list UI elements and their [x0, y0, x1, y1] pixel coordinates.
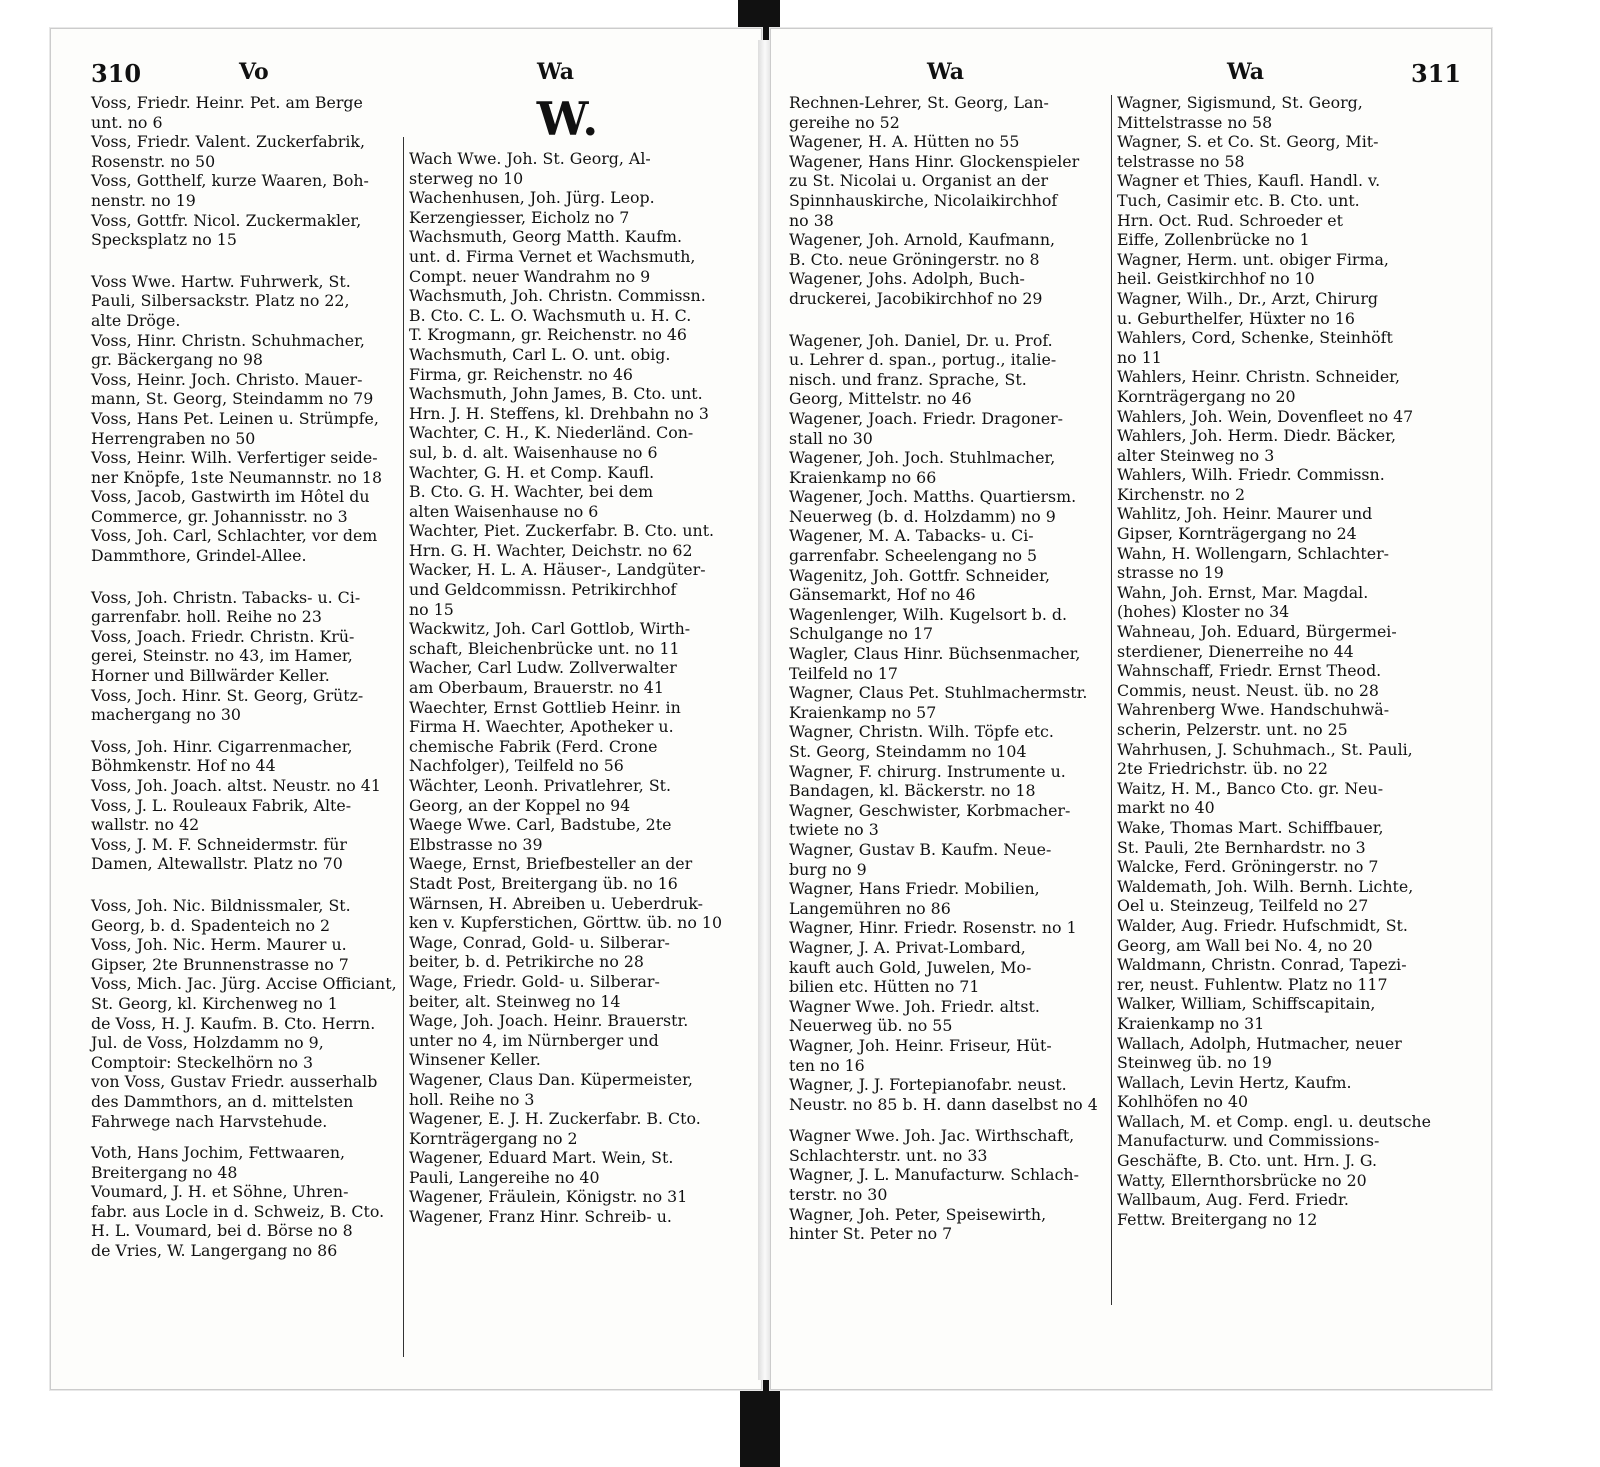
right-col1-entry: Wagener, Joch. Matths. Quartiersm. Neuerweg (b. d. Holzdamm) no 9 [789, 487, 1077, 526]
right-col1-entry: Wagener, Joh. Daniel, Dr. u. Prof. u. Lehrer d. span., portug., italie- nisch. und franz. Sprache, St. Georg, Mittelstr. no 46 [789, 330, 1057, 409]
left-col1-entry: Voss, Gottfr. Nicol. Zuckermakler, Specksplatz no 15 [91, 210, 362, 250]
right-col1-entry: Wagner, J. J. Fortepianofabr. neust. Neustr. no 85 b. H. dann daselbst no 4 [789, 1075, 1098, 1114]
right-col1-entry: Wagener, Joh. Arnold, Kaufmann, B. Cto. neue Gröningerstr. no 8 [789, 230, 1056, 269]
left-col2-entry: Wachsmuth, John James, B. Cto. unt. Hrn. J. H. Steffens, kl. Drehbahn no 3 [409, 384, 709, 423]
column-rule [1111, 95, 1112, 1305]
right-col1-entry: Rechnen-Lehrer, St. Georg, Lan- gereihe no 52 [789, 93, 1049, 132]
page-number-right: 311 [1411, 59, 1462, 88]
left-col2-entry: Wachsmuth, Carl L. O. unt. obig. Firma, gr. Reichenstr. no 46 [409, 344, 671, 384]
left-col1-entry: Voss, J. L. Rouleaux Fabrik, Alte- wallstr. no 42 [91, 795, 352, 835]
left-col2-entry: Wage, Friedr. Gold- u. Silberar- beiter, alt. Steinweg no 14 [409, 971, 660, 1011]
right-col1-entry: Wagler, Claus Hinr. Büchsenmacher, Teilfeld no 17 [789, 644, 1081, 683]
right-col2-entry: Wahneau, Joh. Eduard, Bürgermei- sterdiener, Dienerreihe no 44 [1117, 622, 1397, 661]
left-col1-entry: Voss, Joh. Nic. Bildnissmaler, St. Georg, b. d. Spadenteich no 2 [91, 895, 351, 935]
right-col1-entry: Wagner Wwe. Joh. Friedr. altst. Neuerweg üb. no 55 [789, 996, 1040, 1036]
left-col2-entry: Wackwitz, Joh. Carl Gottlob, Wirth- schaft, Bleichenbrücke unt. no 11 [409, 619, 691, 658]
right-col1-entry: Wagner, Joh. Peter, Speisewirth, hinter St. Peter no 7 [789, 1204, 1047, 1244]
left-col1-entry: Voss, Friedr. Heinr. Pet. am Berge unt. no 6 [91, 93, 363, 132]
right-col2-entry: Waitz, H. M., Banco Cto. gr. Neu- markt no 40 [1117, 778, 1384, 818]
left-col1-entry: Voss, Heinr. Joch. Christo. Mauer- mann, St. Georg, Steindamm no 79 [91, 369, 374, 409]
right-col2-entry: Waldemath, Joh. Wilh. Bernh. Lichte, Oel u. Steinzeug, Teilfeld no 27 [1117, 876, 1414, 916]
section-letter: W. [536, 92, 600, 146]
right-col2-entry: Walcke, Ferd. Gröningerstr. no 7 [1117, 857, 1379, 877]
left-col2-entry: Wachsmuth, Joh. Christn. Commissn. B. Cto. C. L. O. Wachsmuth u. H. C. T. Krogmann, gr. Reichenstr. no 46 [409, 286, 706, 345]
right-col1-entry: Wagner, Geschwister, Korbmacher- twiete no 3 [789, 800, 1071, 840]
left-col1-entry: Voumard, J. H. et Söhne, Uhren- fabr. aus Locle in d. Schweiz, B. Cto. H. L. Voumard, bei d. Börse no 8 [91, 1182, 385, 1241]
right-col1-entry: Wagner, Christn. Wilh. Töpfe etc. St. Georg, Steindamm no 104 [789, 722, 1054, 761]
right-col1-entry: Wagener, Joh. Joch. Stuhlmacher, Kraienkamp no 66 [789, 448, 1056, 487]
left-col1-entry: Voss, Jacob, Gastwirth im Hôtel du Commerce, gr. Johannisstr. no 3 [91, 487, 370, 526]
right-col1-entry: Wagner, J. L. Manufacturw. Schlach- terstr. no 30 [789, 1165, 1079, 1205]
left-col1-entry: Voss, Joh. Joach. altst. Neustr. no 41 [91, 776, 381, 795]
right-col2-entry: Wagner, Herm. unt. obiger Firma, heil. Geistkirchhof no 10 [1117, 249, 1389, 289]
left-col2-entry: Waege Wwe. Carl, Badstube, 2te Elbstrasse no 39 [409, 815, 672, 854]
right-page-column-1 [789, 93, 1107, 1244]
left-col2-entry: Wachenhusen, Joh. Jürg. Leop. Kerzengiesser, Eicholz no 7 [409, 188, 655, 227]
right-col2-entry: Waldmann, Christn. Conrad, Tapezi- rer, neust. Fuhlentw. Platz no 117 [1117, 955, 1407, 994]
left-page-column-2 [409, 91, 727, 1227]
left-col1-entry: Voss, Joh. Hinr. Cigarrenmacher, Böhmkenstr. Hof no 44 [91, 736, 353, 776]
right-col1-entry: Wagener, M. A. Tabacks- u. Ci- garrenfabr. Scheelengang no 5 [789, 526, 1038, 566]
left-col2-entry: Wage, Joh. Joach. Heinr. Brauerstr. unter no 4, im Nürnberger und Winsener Keller. [409, 1011, 689, 1070]
left-col1-entry: Voth, Hans Jochim, Fettwaaren, Breitergang no 48 [91, 1143, 346, 1182]
left-col1-entry: Voss, Hans Pet. Leinen u. Strümpfe, Herrengraben no 50 [91, 408, 379, 448]
left-col1-entry: de Voss, H. J. Kaufm. B. Cto. Herrn. Jul. de Voss, Holzdamm no 9, Comptoir: Steckelhörn no 3 [91, 1013, 376, 1072]
right-col2-entry: Wahrhusen, J. Schuhmach., St. Pauli, 2te Friedrichstr. üb. no 22 [1117, 739, 1413, 779]
right-col1-entry: Wagenlenger, Wilh. Kugelsort b. d. Schulgange no 17 [789, 604, 1068, 644]
left-col1-entry: Voss, Gotthelf, kurze Waaren, Boh- nenstr. no 19 [91, 171, 369, 210]
left-col2-entry: Wagener, Claus Dan. Küpermeister, holl. Reihe no 3 [409, 1069, 693, 1109]
left-col1-entry: Voss, J. M. F. Schneidermstr. für Damen, Altewallstr. Platz no 70 [91, 834, 347, 874]
right-col1-entry: Wagner, Hinr. Friedr. Rosenstr. no 1 [789, 918, 1077, 938]
right-col2-entry: Wahn, H. Wollengarn, Schlachter- strasse no 19 [1117, 543, 1390, 583]
right-col2-entry: Wahrenberg Wwe. Handschuhwä- scherin, Pelzerstr. unt. no 25 [1117, 700, 1390, 739]
left-col2-entry: Wacker, H. L. A. Häuser-, Landgüter- und Geldcommissn. Petrikirchhof no 15 [409, 560, 706, 619]
right-col1-entry: Wagner, Hans Friedr. Mobilien, Langemühren no 86 [789, 879, 1040, 918]
left-col2-entry: Wachter, Piet. Zuckerfabr. B. Cto. unt. Hrn. G. H. Wachter, Deichstr. no 62 [409, 521, 715, 560]
right-col2-entry: Wallach, M. et Comp. engl. u. deutsche Manufacturw. und Commissions- Geschäfte, B. Cto. unt. Hrn. J. G. Watty, Ellernthorsbrücke no 20 [1117, 1111, 1431, 1190]
left-col1-entry: Voss Wwe. Hartw. Fuhrwerk, St. Pauli, Silbersackstr. Platz no 22, alte Dröge. [91, 271, 351, 330]
column-rule [403, 137, 404, 1357]
left-col2-entry: Wacher, Carl Ludw. Zollverwalter am Oberbaum, Brauerstr. no 41 [409, 658, 677, 698]
left-col2-entry: Wagener, Franz Hinr. Schreib- u. [409, 1207, 672, 1227]
running-head-right-1: Wa [927, 59, 965, 85]
left-col2-entry: Wage, Conrad, Gold- u. Silberar- beiter, b. d. Petrikirche no 28 [409, 932, 670, 972]
right-col2-entry: Wake, Thomas Mart. Schiffbauer, St. Pauli, 2te Bernhardstr. no 3 [1117, 817, 1384, 857]
right-col2-entry: Walder, Aug. Friedr. Hufschmidt, St. Georg, am Wall bei No. 4, no 20 [1117, 915, 1408, 955]
left-col1-entry: Voss, Mich. Jac. Jürg. Accise Officiant, St. Georg, kl. Kirchenweg no 1 [91, 974, 397, 1013]
right-col2-entry: Walker, William, Schiffscapitain, Kraienkamp no 31 [1117, 994, 1376, 1033]
running-head-left-2: Wa [537, 59, 575, 85]
right-col2-entry: Wahnschaff, Friedr. Ernst Theod. Commis, neust. Neust. üb. no 28 [1117, 661, 1382, 700]
left-col1-entry: Voss, Friedr. Valent. Zuckerfabrik, Rosenstr. no 50 [91, 132, 365, 171]
left-page-column-1 [91, 93, 403, 1261]
right-col2-entry: Wagner et Thies, Kaufl. Handl. v. Tuch, Casimir etc. B. Cto. unt. Hrn. Oct. Rud. Schroeder et Eiffe, Zollenbrücke no 1 [1117, 171, 1381, 250]
right-col1-entry: Wagenitz, Joh. Gottfr. Schneider, Gänsemarkt, Hof no 46 [789, 565, 1050, 605]
right-page [770, 28, 1492, 1390]
right-col1-entry: Wagner Wwe. Joh. Jac. Wirthschaft, Schlachterstr. unt. no 33 [789, 1126, 1075, 1165]
left-col1-entry: Voss, Joh. Nic. Herm. Maurer u. Gipser, 2te Brunnenstrasse no 7 [91, 935, 349, 974]
right-col2-entry: Wahn, Joh. Ernst, Mar. Magdal. (hohes) Kloster no 34 [1117, 582, 1369, 622]
left-col2-entry: Wagener, Fräulein, Königstr. no 31 [409, 1187, 688, 1207]
right-col2-entry: Wallach, Adolph, Hutmacher, neuer Steinweg üb. no 19 [1117, 1033, 1402, 1073]
right-page-column-2 [1117, 93, 1437, 1229]
running-head-right-2: Wa [1227, 59, 1265, 85]
left-col1-entry: Voss, Heinr. Wilh. Verfertiger seide- ner Knöpfe, 1ste Neumannstr. no 18 [91, 448, 383, 487]
left-col2-entry: Wachsmuth, Georg Matth. Kaufm. unt. d. Firma Vernet et Wachsmuth, Compt. neuer Wandrahm no 9 [409, 227, 696, 286]
left-col2-entry: Waege, Ernst, Briefbesteller an der Stadt Post, Breitergang üb. no 16 [409, 854, 693, 893]
right-col2-entry: Wagner, Sigismund, St. Georg, Mittelstrasse no 58 [1117, 93, 1363, 132]
left-col2-entry: Wachter, C. H., K. Niederländ. Con- sul, b. d. alt. Waisenhause no 6 [409, 423, 694, 462]
right-col1-entry: Wagner, F. chirurg. Instrumente u. Bandagen, kl. Bäckerstr. no 18 [789, 761, 1066, 801]
right-col1-entry: Wagener, Joach. Friedr. Dragoner- stall no 30 [789, 408, 1063, 448]
left-col2-entry: Wach Wwe. Joh. St. Georg, Al- sterweg no 10 [409, 149, 651, 188]
right-col2-entry: Wahlitz, Joh. Heinr. Maurer und Gipser, Kornträgergang no 24 [1117, 504, 1373, 544]
left-page [50, 28, 762, 1390]
right-col2-entry: Wahlers, Cord, Schenke, Steinhöft no 11 [1117, 328, 1393, 367]
right-col1-entry: Wagner, J. A. Privat-Lombard, kauft auch Gold, Juwelen, Mo- bilien etc. Hütten no 71 [789, 937, 1032, 997]
right-col2-entry: Wahlers, Wilh. Friedr. Commissn. Kirchenstr. no 2 [1117, 465, 1385, 504]
right-col2-entry: Wallbaum, Aug. Ferd. Friedr. Fettw. Breitergang no 12 [1117, 1190, 1349, 1229]
right-col1-entry: Wagener, Hans Hinr. Glockenspieler zu St. Nicolai u. Organist an der Spinnhauskirche, Nicolaikirchhof no 38 [789, 151, 1080, 230]
right-col1-entry: Wagner, Claus Pet. Stuhlmachermstr. Kraienkamp no 57 [789, 683, 1088, 722]
left-col1-entry: de Vries, W. Langergang no 86 [91, 1241, 338, 1261]
left-col1-entry: Voss, Hinr. Christn. Schuhmacher, gr. Bäckergang no 98 [91, 330, 365, 370]
left-col1-entry: Voss, Joh. Carl, Schlachter, vor dem Dammthore, Grindel-Allee. [91, 526, 378, 566]
right-col1-entry: Wagener, H. A. Hütten no 55 [789, 132, 1020, 152]
left-col1-entry: Voss, Joh. Christn. Tabacks- u. Ci- garrenfabr. holl. Reihe no 23 [91, 587, 361, 627]
page-number-left: 310 [91, 59, 142, 88]
left-col2-entry: Wärnsen, H. Abreiben u. Ueberdruk- ken v. Kupferstichen, Görttw. üb. no 10 [409, 893, 722, 933]
left-col2-entry: Waechter, Ernst Gottlieb Heinr. in Firma H. Waechter, Apotheker u. chemische Fabrik (Ferd. Crone Nachfolger), Teilfeld no 56 [409, 697, 681, 776]
left-col1-entry: Voss, Joach. Friedr. Christn. Krü- gerei, Steinstr. no 43, im Hamer, Horner und Billwärder Keller. [91, 626, 355, 686]
right-col1-entry: Wagner, Joh. Heinr. Friseur, Hüt- ten no 16 [789, 1035, 1052, 1075]
left-col2-entry: Wagener, E. J. H. Zuckerfabr. B. Cto. Kornträgergang no 2 [409, 1109, 701, 1148]
running-head-left-1: Vo [239, 59, 269, 85]
right-col1-entry: Wagner, Gustav B. Kaufm. Neue- burg no 9 [789, 839, 1052, 879]
left-col1-entry: von Voss, Gustav Friedr. ausserhalb des Dammthors, an d. mittelsten Fahrwege nach Harvstehude. [91, 1072, 378, 1131]
right-col2-entry: Wahlers, Heinr. Christn. Schneider, Kornträgergang no 20 [1117, 367, 1401, 406]
right-col1-entry: Wagener, Johs. Adolph, Buch- druckerei, Jacobikirchhof no 29 [789, 269, 1043, 308]
left-col2-entry: Wagener, Eduard Mart. Wein, St. Pauli, Langereihe no 40 [409, 1148, 674, 1187]
right-col2-entry: Wallach, Levin Hertz, Kaufm. Kohlhöfen no 40 [1117, 1072, 1352, 1112]
right-col2-entry: Wahlers, Joh. Wein, Dovenfleet no 47 [1117, 406, 1414, 426]
left-col1-entry: Voss, Joch. Hinr. St. Georg, Grütz- machergang no 30 [91, 685, 364, 725]
right-col2-entry: Wahlers, Joh. Herm. Diedr. Bäcker, alter Steinweg no 3 [1117, 426, 1396, 465]
right-col2-entry: Wagner, Wilh., Dr., Arzt, Chirurg u. Geburthelfer, Hüxter no 16 [1117, 288, 1378, 328]
right-col2-entry: Wagner, S. et Co. St. Georg, Mit- telstrasse no 58 [1117, 132, 1379, 171]
left-col2-entry: Wächter, Leonh. Privatlehrer, St. Georg, an der Koppel no 94 [409, 776, 672, 815]
left-col2-entry: Wachter, G. H. et Comp. Kaufl. B. Cto. G. H. Wachter, bei dem alten Waisenhause no 6 [409, 462, 655, 521]
